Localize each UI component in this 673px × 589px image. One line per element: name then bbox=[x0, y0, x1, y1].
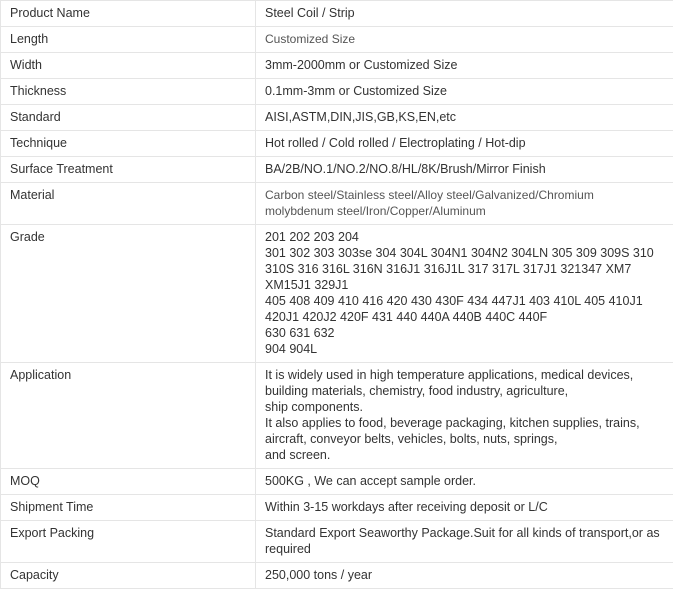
table-row-application bbox=[1, 363, 673, 469]
table-row-standard bbox=[1, 105, 673, 131]
row-value: Hot rolled / Cold rolled / Electroplating / Hot-dip bbox=[256, 131, 673, 157]
row-value: 201 202 203 204 301 302 303 303se 304 304L 304N1 304N2 304LN 305 309 309S 310 310S 316 316L 316N 316J1 316J1L 317 317L 317J1 321347 XM7 XM15J1 329J1 405 408 409 410 416 420 430 430F 434 447J1 403 410L 405 410J1 420J1 420J2 420F 431 440 440A 440B 440C 440F 630 631 632 904 904L bbox=[256, 225, 673, 363]
row-value: 0.1mm-3mm or Customized Size bbox=[256, 79, 673, 105]
row-label: Surface Treatment bbox=[1, 157, 256, 183]
row-label: Width bbox=[1, 53, 256, 79]
row-value: BA/2B/NO.1/NO.2/NO.8/HL/8K/Brush/Mirror Finish bbox=[256, 157, 673, 183]
row-label: Application bbox=[1, 363, 256, 469]
row-value: It is widely used in high temperature applications, medical devices, building materials, chemistry, food industry, agriculture, ship components. It also applies to food, beverage packaging, kitchen supplies, trains, aircraft, conveyor belts, vehicles, bolts, nuts, springs, and screen. bbox=[256, 363, 673, 469]
row-label: Shipment Time bbox=[1, 495, 256, 521]
row-label: Length bbox=[1, 27, 256, 53]
table-row-capacity bbox=[1, 563, 673, 589]
row-label: Product Name bbox=[1, 1, 256, 27]
row-value: Customized Size bbox=[256, 27, 673, 53]
table-row-length bbox=[1, 27, 673, 53]
row-label: Export Packing bbox=[1, 521, 256, 563]
row-value: AISI,ASTM,DIN,JIS,GB,KS,EN,etc bbox=[256, 105, 673, 131]
table-row-width bbox=[1, 53, 673, 79]
table-row-product-name bbox=[1, 1, 673, 27]
row-value: Standard Export Seaworthy Package.Suit for all kinds of transport,or as required bbox=[256, 521, 673, 563]
row-value: 3mm-2000mm or Customized Size bbox=[256, 53, 673, 79]
row-label: MOQ bbox=[1, 469, 256, 495]
row-value: 250,000 tons / year bbox=[256, 563, 673, 589]
table-row-thickness bbox=[1, 79, 673, 105]
row-value: Carbon steel/Stainless steel/Alloy steel/Galvanized/Chromium molybdenum steel/Iron/Copper/Aluminum bbox=[256, 183, 673, 225]
row-value: 500KG , We can accept sample order. bbox=[256, 469, 673, 495]
table-row-moq bbox=[1, 469, 673, 495]
row-value: Within 3-15 workdays after receiving deposit or L/C bbox=[256, 495, 673, 521]
row-label: Standard bbox=[1, 105, 256, 131]
row-label: Material bbox=[1, 183, 256, 225]
table-row-grade bbox=[1, 225, 673, 363]
row-label: Thickness bbox=[1, 79, 256, 105]
row-label: Technique bbox=[1, 131, 256, 157]
table-row-material bbox=[1, 183, 673, 225]
row-label: Grade bbox=[1, 225, 256, 363]
row-value: Steel Coil / Strip bbox=[256, 1, 673, 27]
table-row-export-packing bbox=[1, 521, 673, 563]
table-row-surface-treatment bbox=[1, 157, 673, 183]
row-label: Capacity bbox=[1, 563, 256, 589]
table-row-shipment-time bbox=[1, 495, 673, 521]
table-row-technique bbox=[1, 131, 673, 157]
